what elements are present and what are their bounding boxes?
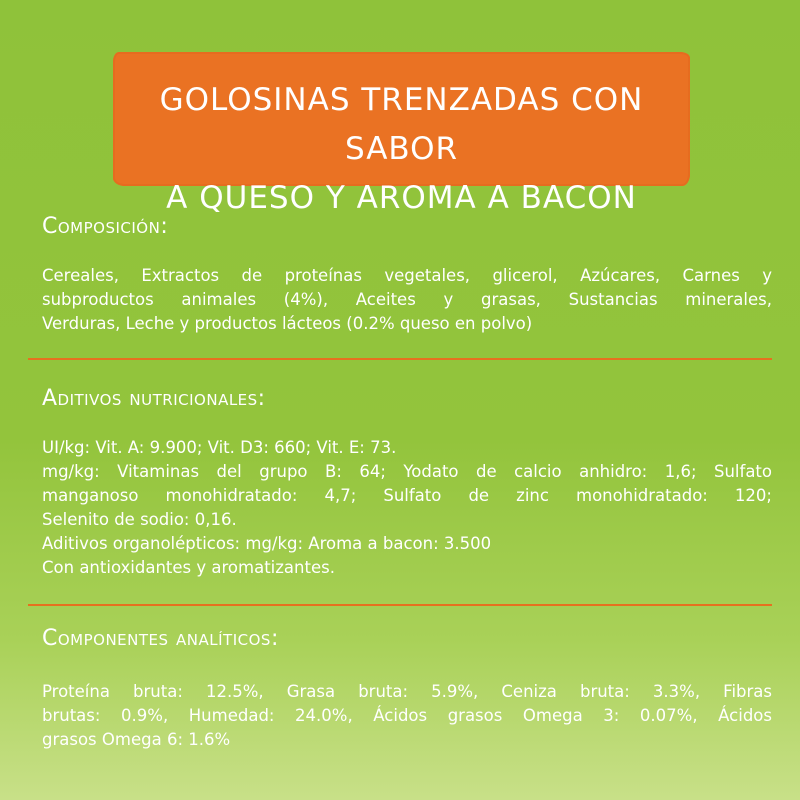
- componentes-heading: Componentes analíticos:: [42, 626, 279, 651]
- page-title: [113, 76, 690, 223]
- aditivos-line-6: Con antioxidantes y aromatizantes.: [42, 558, 335, 577]
- aditivos-line-1: UI/kg: Vit. A: 9.900; Vit. D3: 660; Vit. E: 73.: [42, 438, 397, 457]
- componentes-text: [42, 680, 772, 752]
- aditivos-line-4: Selenito de sodio: 0,16.: [42, 510, 237, 529]
- aditivos-line-5: Aditivos organolépticos: mg/kg: Aroma a bacon: 3.500: [42, 534, 492, 553]
- composicion-line-1: Cereales, Extractos de proteínas vegetales, glicerol, Azúcares, Carnes y: [42, 266, 772, 285]
- aditivos-line-2: mg/kg: Vitaminas del grupo B: 64; Yodato de calcio anhidro: 1,6; Sulfato: [42, 462, 772, 481]
- componentes-line-2: brutas: 0.9%, Humedad: 24.0%, Ácidos grasos Omega 3: 0.07%, Ácidos: [42, 706, 772, 725]
- title-line-2: A QUESO Y AROMA A BACON: [166, 180, 637, 216]
- aditivos-text: [42, 436, 772, 580]
- divider-2: [28, 604, 772, 606]
- title-banner: [113, 52, 690, 216]
- composicion-line-3: Verduras, Leche y productos lácteos (0.2% queso en polvo): [42, 314, 533, 333]
- composicion-text: [42, 264, 772, 336]
- aditivos-heading: Aditivos nutricionales:: [42, 386, 266, 411]
- componentes-line-3: grasos Omega 6: 1.6%: [42, 730, 231, 749]
- composicion-heading: Composición:: [42, 214, 169, 239]
- aditivos-line-3: manganoso monohidratado: 4,7; Sulfato de zinc monohidratado: 120;: [42, 486, 772, 505]
- composicion-line-2: subproductos animales (4%), Aceites y grasas, Sustancias minerales,: [42, 290, 772, 309]
- componentes-line-1: Proteína bruta: 12.5%, Grasa bruta: 5.9%, Ceniza bruta: 3.3%, Fibras: [42, 682, 772, 701]
- divider-1: [28, 358, 772, 360]
- title-line-1: GOLOSINAS TRENZADAS CON SABOR: [159, 82, 644, 167]
